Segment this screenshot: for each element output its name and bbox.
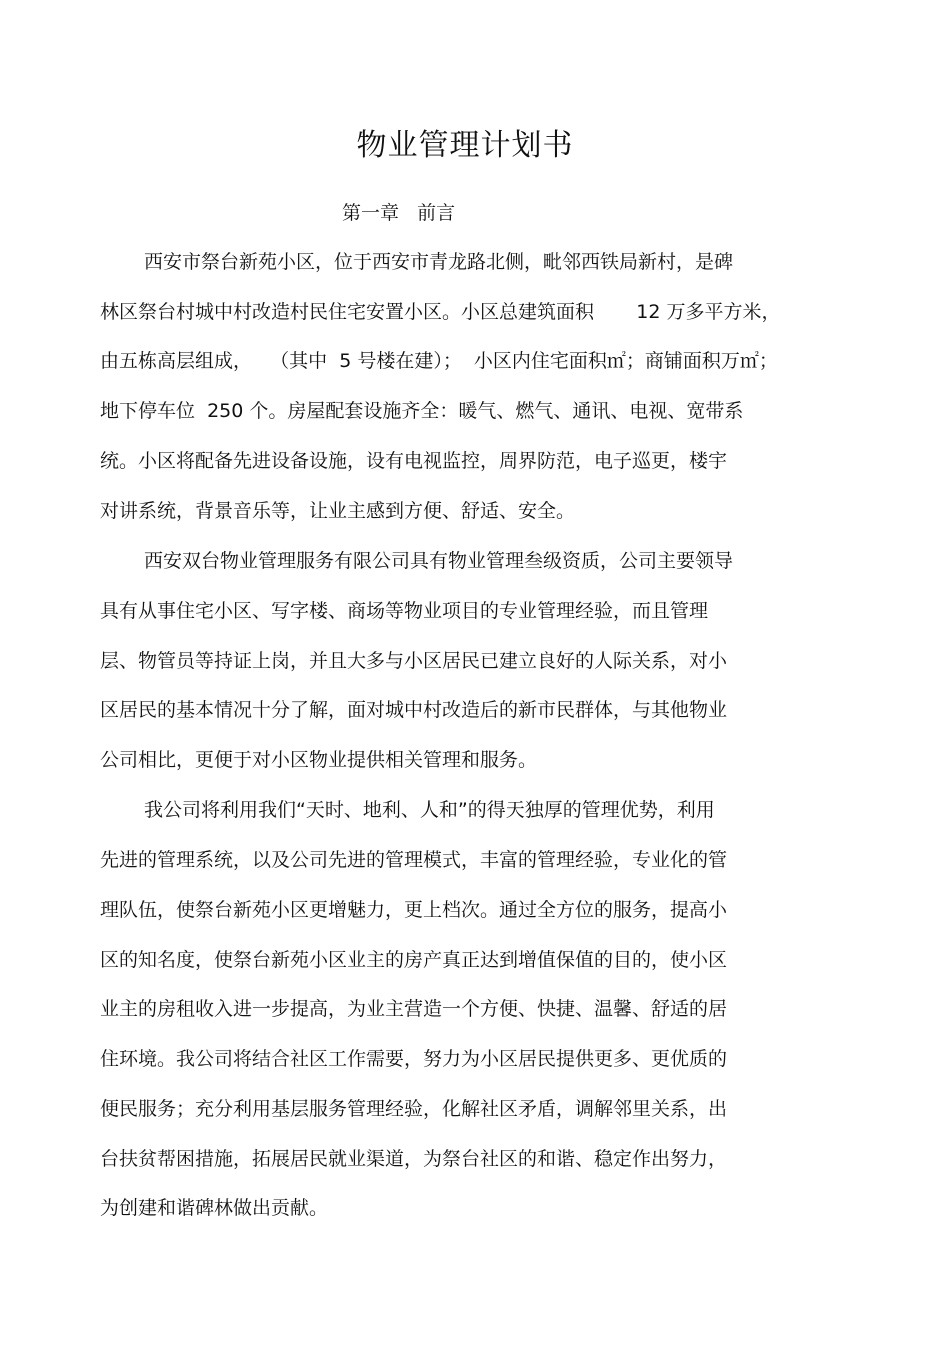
paragraph-line: 由五栋高层组成， （其中 5 号楼在建）； 小区内住宅面积㎡；商铺面积万㎡； [100,350,778,372]
paragraph-line: 为创建和谐碑林做出贡献。 [100,1197,329,1219]
paragraph-line: 我公司将利用我们“天时、地利、人和”的得天独厚的管理优势，利用 [144,799,715,821]
paragraph-line: 林区祭台村城中村改造村民住宅安置小区。小区总建筑面积 12 万多平方米， [100,301,781,323]
paragraph-line: 地下停车位 250 个。房屋配套设施齐全：暖气、燃气、通讯、电视、宽带系 [100,400,744,422]
paragraph-line: 区的知名度，使祭台新苑小区业主的房产真正达到增值保值的目的，使小区 [100,949,728,971]
paragraph-line: 具有从事住宅小区、写字楼、商场等物业项目的专业管理经验，而且管理 [100,600,709,622]
paragraph-line: 业主的房租收入进一步提高，为业主营造一个方便、快捷、温馨、舒适的居 [100,998,728,1020]
document-title: 物业管理计划书 [356,128,574,163]
paragraph-line: 住环境。我公司将结合社区工作需要，努力为小区居民提供更多、更优质的 [100,1048,728,1070]
paragraph-line: 对讲系统，背景音乐等，让业主感到方便、舒适、安全。 [100,500,576,522]
paragraph-line: 层、物管员等持证上岗，并且大多与小区居民已建立良好的人际关系，对小 [100,650,728,672]
paragraph-line: 西安双台物业管理服务有限公司具有物业管理叁级资质，公司主要领导 [144,550,734,572]
paragraph-line: 公司相比，更便于对小区物业提供相关管理和服务。 [100,749,538,771]
paragraph-line: 先进的管理系统，以及公司先进的管理模式，丰富的管理经验，专业化的管 [100,849,728,871]
paragraph-line: 统。小区将配备先进设备设施，设有电视监控，周界防范，电子巡更，楼宇 [100,450,728,472]
paragraph-line: 理队伍，使祭台新苑小区更增魅力，更上档次。通过全方位的服务，提高小 [100,899,728,921]
paragraph-line: 西安市祭台新苑小区，位于西安市青龙路北侧，毗邻西铁局新村，是碑 [144,251,734,273]
paragraph-line: 台扶贫帮困措施，拓展居民就业渠道，为祭台社区的和谐、稳定作出努力， [100,1148,728,1170]
paragraph-line: 便民服务；充分利用基层服务管理经验，化解社区矛盾，调解邻里关系，出 [100,1098,728,1120]
paragraph-line: 区居民的基本情况十分了解，面对城中村改造后的新市民群体，与其他物业 [100,699,728,721]
chapter-heading: 第一章 前言 [342,202,456,224]
